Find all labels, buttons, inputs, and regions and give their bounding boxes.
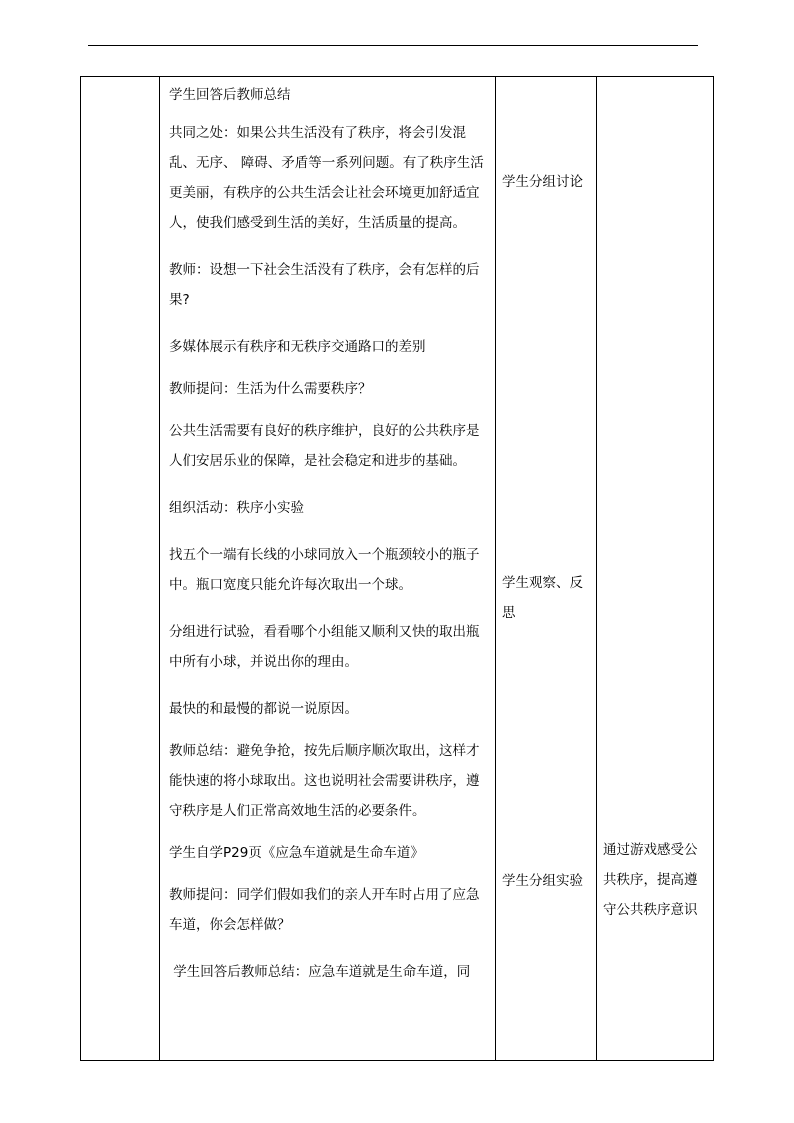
content-paragraph: 多媒体展示有秩序和无秩序交通路口的差别 [169, 339, 426, 355]
content-paragraph: 共同之处：如果公共生活没有了秩序，将会引发混乱、无序、 障碍、矛盾等一系列问题。有了秩序生活更美丽，有秩序的公共生活会让社会环境更加舒适宜人，使我们感受到生活的美好，生活质量的提高。 [169, 125, 484, 231]
content-paragraph: 教师提问：同学们假如我们的亲人开车时占用了应急车道，你会怎样做？ [169, 887, 480, 933]
column-divider [495, 77, 496, 1060]
design-intent: 通过游戏感受公共秩序，提高遵守公共秩序意识 [603, 842, 698, 918]
content-paragraph: 教师总结：避免争抢，按先后顺序顺次取出，这样才能快速的将小球取出。这也说明社会需要讲秩序，遵守秩序是人们正常高效地生活的必要条件。 [169, 743, 480, 819]
content-paragraph: 最快的和最慢的都说一说原因。 [169, 701, 358, 717]
content-paragraph: 组织活动：秩序小实验 [169, 500, 304, 516]
column-divider [596, 77, 597, 1060]
content-paragraph: 教师提问：生活为什么需要秩序？ [169, 381, 372, 397]
column-divider [159, 77, 160, 1060]
header-rule [88, 45, 698, 46]
student-activity: 学生分组讨论 [502, 174, 583, 190]
content-paragraph: 学生回答后教师总结：应急车道就是生命车道，同 [169, 964, 471, 980]
teaching-content-cell [169, 85, 487, 1004]
content-paragraph: 教师：设想一下社会生活没有了秩序，会有怎样的后果? [169, 262, 480, 308]
content-paragraph: 分组进行试验，看看哪个小组能又顺利又快的取出瓶中所有小球，并说出你的理由。 [169, 624, 480, 670]
content-paragraph: 学生自学P29页《应急车道就是生命车道》 [169, 845, 424, 861]
student-activity: 学生分组实验 [502, 873, 583, 889]
content-paragraph: 公共生活需要有良好的秩序维护，良好的公共秩序是人们安居乐业的保障，是社会稳定和进步的基础。 [169, 423, 480, 469]
student-activity: 学生观察、反思 [502, 575, 583, 621]
lesson-table [80, 76, 714, 1061]
content-paragraph: 找五个一端有长线的小球同放入一个瓶颈较小的瓶子中。瓶口宽度只能允许每次取出一个球。 [169, 547, 480, 593]
content-paragraph: 学生回答后教师总结 [169, 87, 291, 103]
